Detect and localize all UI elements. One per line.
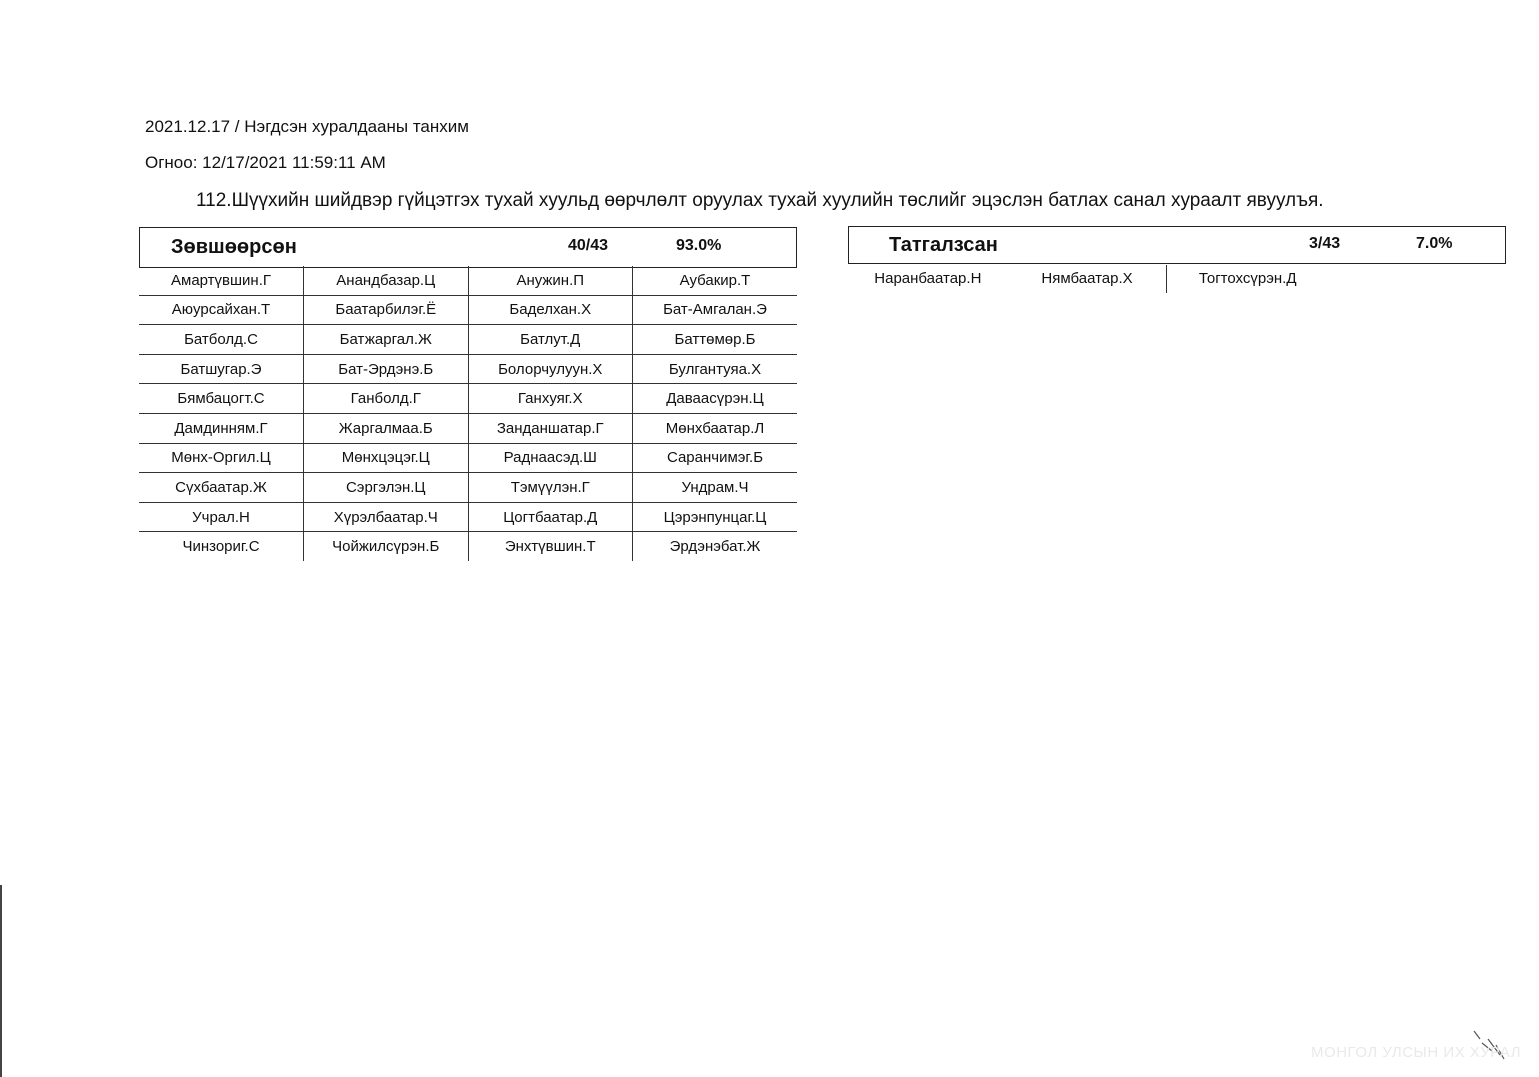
- scan-edge-mark: [0, 885, 2, 1077]
- approved-name: Ганхуяг.Х: [468, 384, 633, 414]
- rejected-title: Татгалзсан: [889, 234, 998, 256]
- vote-date: Огноо: 12/17/2021 11:59:11 AM: [145, 153, 386, 172]
- table-row: [139, 502, 797, 532]
- approved-name: Сэргэлэн.Ц: [304, 473, 469, 503]
- table-row: [139, 443, 797, 473]
- rejected-name: Нямбаатар.Х: [1008, 265, 1168, 293]
- approved-name: Сүхбаатар.Ж: [139, 473, 304, 503]
- table-row: [139, 295, 797, 325]
- rejected-name: Тогтохсүрэн.Д: [1198, 270, 1297, 287]
- approved-name: Чинзориг.С: [139, 532, 304, 561]
- approved-name: Ганболд.Г: [304, 384, 469, 414]
- approved-name: Батшугар.Э: [139, 354, 304, 384]
- approved-names-table: [139, 266, 797, 561]
- session-info: 2021.12.17 / Нэгдсэн хуралдааны танхим: [145, 117, 469, 136]
- approved-percent: 93.0%: [676, 237, 722, 254]
- approved-name: Мөнх-Оргил.Ц: [139, 443, 304, 473]
- table-row: [139, 473, 797, 503]
- approved-header: [139, 227, 797, 268]
- approved-name: Эрдэнэбат.Ж: [669, 538, 761, 556]
- rejected-name: Наранбаатар.Н: [874, 270, 982, 287]
- approved-name: Жаргалмаа.Б: [304, 413, 469, 443]
- table-row: [139, 532, 797, 561]
- approved-name: Тэмүүлэн.Г: [468, 473, 633, 503]
- motion-text: 112.Шүүхийн шийдвэр гүйцэтгэх тухай хуульд өөрчлөлт оруулах тухай хуулийн төслийг эцэслэн батлах санал хураалт явуулъя.: [196, 190, 1324, 211]
- approved-name: Амартүвшин.Г: [139, 266, 304, 295]
- approved-name: Анужин.П: [468, 266, 633, 295]
- approved-name: Хүрэлбаатар.Ч: [304, 502, 469, 532]
- approved-name: Мөнхцэцэг.Ц: [304, 443, 469, 473]
- approved-name: Анандбазар.Ц: [304, 266, 469, 295]
- approved-name: Мөнхбаатар.Л: [633, 413, 798, 443]
- approved-name: Бат-Эрдэнэ.Б: [304, 354, 469, 384]
- approved-name: Саранчимэг.Б: [633, 443, 798, 473]
- approved-name: Баатарбилэг.Ё: [304, 295, 469, 325]
- rejected-names-row: [848, 265, 1328, 293]
- approved-name: Ундрам.Ч: [633, 473, 798, 503]
- table-row: [139, 354, 797, 384]
- table-row: [139, 413, 797, 443]
- approved-title: Зөвшөөрсөн: [171, 236, 297, 258]
- rejected-header: [848, 226, 1506, 264]
- approved-name: Баделхан.Х: [468, 295, 633, 325]
- approved-name: Болорчулуун.Х: [468, 354, 633, 384]
- approved-name: Бямбацогт.С: [139, 384, 304, 414]
- approved-name: Даваасүрэн.Ц: [633, 384, 798, 414]
- approved-name: Бат-Амгалан.Э: [633, 295, 798, 325]
- approved-name: Батболд.С: [139, 325, 304, 355]
- approved-name: Баттөмөр.Б: [633, 325, 798, 355]
- approved-name: Аубакир.Т: [633, 266, 798, 295]
- approved-name: Занданшатар.Г: [468, 413, 633, 443]
- approved-name: Энхтүвшин.Т: [468, 532, 633, 561]
- approved-name: Чойжилсүрэн.Б: [304, 532, 469, 561]
- approved-name: Цогтбаатар.Д: [468, 502, 633, 532]
- rejected-percent: 7.0%: [1416, 235, 1453, 252]
- approved-name: Аюурсайхан.Т: [139, 295, 304, 325]
- approved-name: Цэрэнпунцаг.Ц: [633, 502, 798, 532]
- approved-name: Батлут.Д: [468, 325, 633, 355]
- table-row: [139, 266, 797, 295]
- approved-name: Учрал.Н: [139, 502, 304, 532]
- approved-count: 40/43: [568, 237, 609, 254]
- approved-name: Раднаасэд.Ш: [468, 443, 633, 473]
- approved-name: Батжаргал.Ж: [304, 325, 469, 355]
- approved-name: Дамдинням.Г: [139, 413, 304, 443]
- table-row: [139, 384, 797, 414]
- approved-name: Булгантуяа.Х: [633, 354, 798, 384]
- table-row: [139, 325, 797, 355]
- watermark: МОНГОЛ УЛСЫН ИХ ХУРАЛ: [1311, 1044, 1521, 1061]
- rejected-count: 3/43: [1309, 235, 1341, 252]
